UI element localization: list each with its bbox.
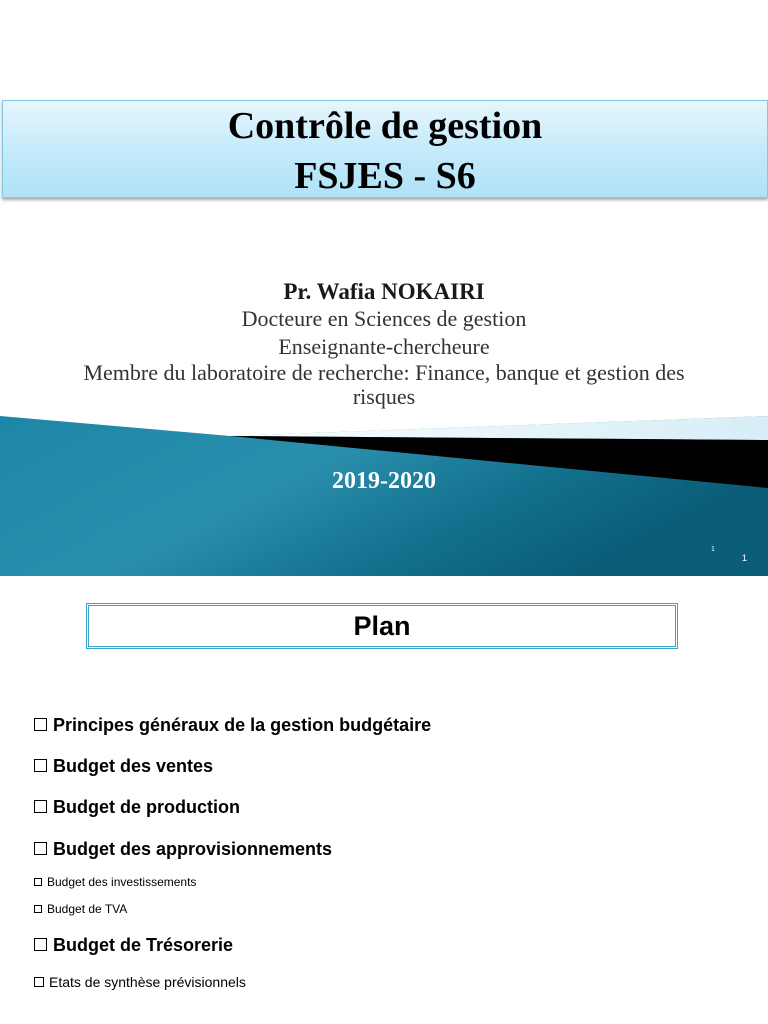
list-item: [34, 839, 332, 860]
author-role: Enseignante-chercheure: [278, 334, 490, 359]
author-block: [60, 278, 708, 409]
plan-slide: [0, 576, 768, 1024]
list-item-label: Budget des approvisionnements: [53, 839, 333, 859]
checkbox-bullet-icon: [34, 878, 42, 886]
slide-number: 1: [742, 553, 748, 563]
checkbox-bullet-icon: [34, 938, 47, 951]
list-item-label: Budget de TVA: [47, 902, 128, 916]
plan-title: Plan: [353, 611, 411, 641]
list-item-label: Budget des investissements: [47, 875, 197, 889]
author-name: Pr. Wafia NOKAIRI: [283, 279, 485, 304]
checkbox-bullet-icon: [34, 759, 47, 772]
slide-title: Contrôle de gestion: [227, 105, 543, 147]
author-lab: Membre du laboratoire de recherche: Finance, banque et gestion des risques: [83, 360, 685, 409]
list-item-label: Budget des ventes: [53, 756, 214, 776]
list-item-label: Budget de Trésorerie: [53, 935, 234, 955]
list-item: [34, 875, 196, 889]
plan-title-box: [86, 603, 678, 649]
checkbox-bullet-icon: [34, 842, 47, 855]
title-banner: [2, 100, 768, 198]
list-item: [34, 797, 240, 818]
slide-number-small: 1: [711, 546, 715, 553]
list-item: [34, 974, 246, 990]
checkbox-bullet-icon: [34, 800, 47, 813]
author-degree: Docteure en Sciences de gestion: [241, 306, 527, 331]
checkbox-bullet-icon: [34, 718, 47, 731]
slide-subtitle: FSJES - S6: [294, 155, 476, 197]
academic-year: 2019-2020: [332, 468, 436, 494]
list-item: [34, 902, 127, 916]
list-item-label: Principes généraux de la gestion budgétaire: [53, 715, 432, 735]
list-item-label: Budget de production: [53, 797, 240, 817]
list-item: [34, 756, 213, 777]
checkbox-bullet-icon: [34, 905, 42, 913]
decorative-band: [0, 416, 768, 576]
list-item-label: Etats de synthèse prévisionnels: [49, 974, 246, 990]
list-item: [34, 935, 233, 956]
checkbox-bullet-icon: [34, 977, 44, 987]
list-item: [34, 715, 431, 736]
